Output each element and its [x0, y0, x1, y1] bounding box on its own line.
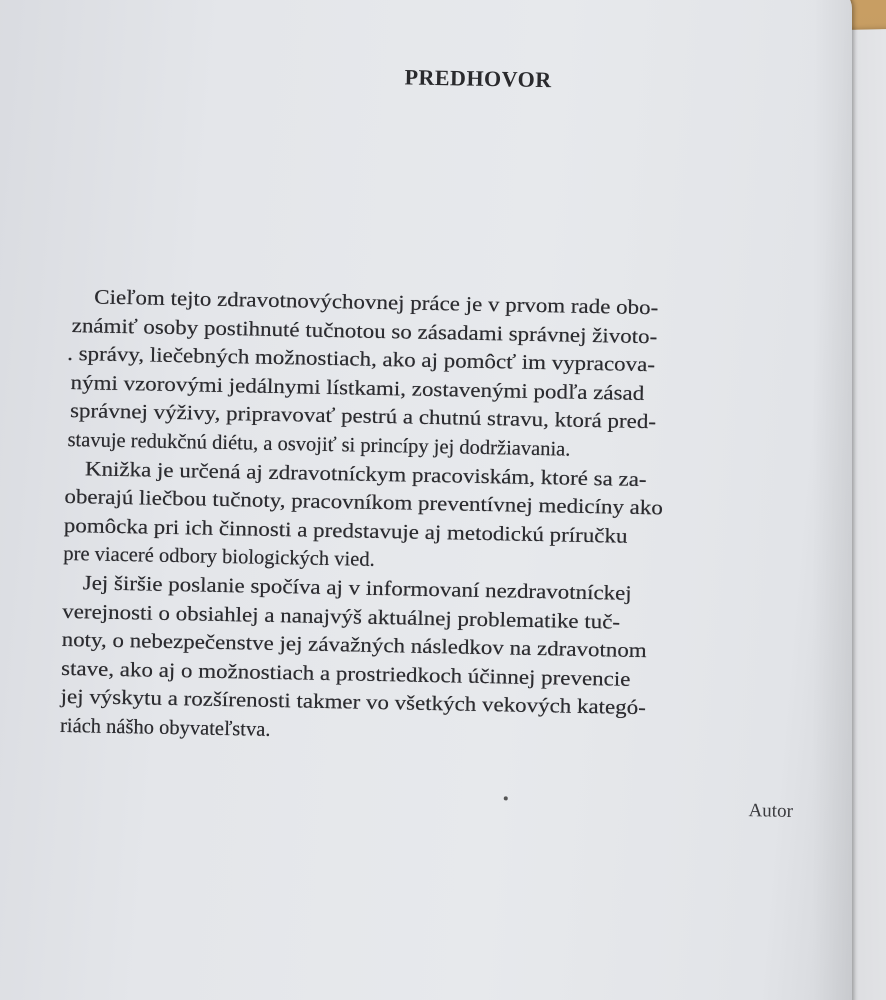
text-line: Cieľom tejto zdravotnovýchovnej práce je v prvom rade obo-	[94, 286, 659, 320]
text-line: . správy, liečebných možnostiach, ako aj pomôcť im vypracova-	[66, 343, 656, 377]
text-line: Knižka je určená aj zdravotníckym pracoviskám, ktoré sa za-	[84, 457, 647, 491]
text-line: nými vzorovými jedálnymi lístkami, zostavenými podľa zásad	[70, 371, 645, 405]
text-line: známiť osoby postihnuté tučnotou so zásadami správnej životo-	[71, 314, 658, 348]
author-signature: Autor	[748, 800, 794, 822]
text-line: správnej výživy, pripravovať pestrú a chutnú stravu, ktorá pred-	[69, 400, 657, 434]
text-line: stavuje redukčnú diétu, a osvojiť si princípy jej dodržiavania.	[67, 428, 571, 461]
preface-text	[60, 283, 824, 755]
ink-speck	[504, 796, 508, 800]
text-line: oberajú liečbou tučnoty, pracovníkom preventívnej medicíny ako	[64, 486, 664, 520]
text-line: jej výskytu a rozšírenosti takmer vo všetkých vekových kategó-	[60, 686, 647, 720]
page-content	[55, 0, 844, 1000]
text-line: noty, o nebezpečenstve jej závažných následkov na zdravotnom	[61, 629, 647, 663]
text-line: stave, ako aj o možnostiach a prostriedkoch účinnej prevencie	[60, 657, 631, 691]
text-line: pre viaceré odbory biologických vied.	[63, 543, 375, 572]
text-line: Jej širšie poslanie spočíva aj v informovaní nezdravotníckej	[82, 572, 632, 605]
text-line: verejnosti o obsiahlej a nanajvýš aktuálnej problematike tuč-	[62, 600, 621, 634]
text-line: pomôcka pri ich činnosti a predstavuje aj metodickú príručku	[63, 514, 628, 548]
page-title: PREDHOVOR	[404, 64, 552, 93]
text-line: riách nášho obyvateľstva.	[59, 714, 271, 741]
